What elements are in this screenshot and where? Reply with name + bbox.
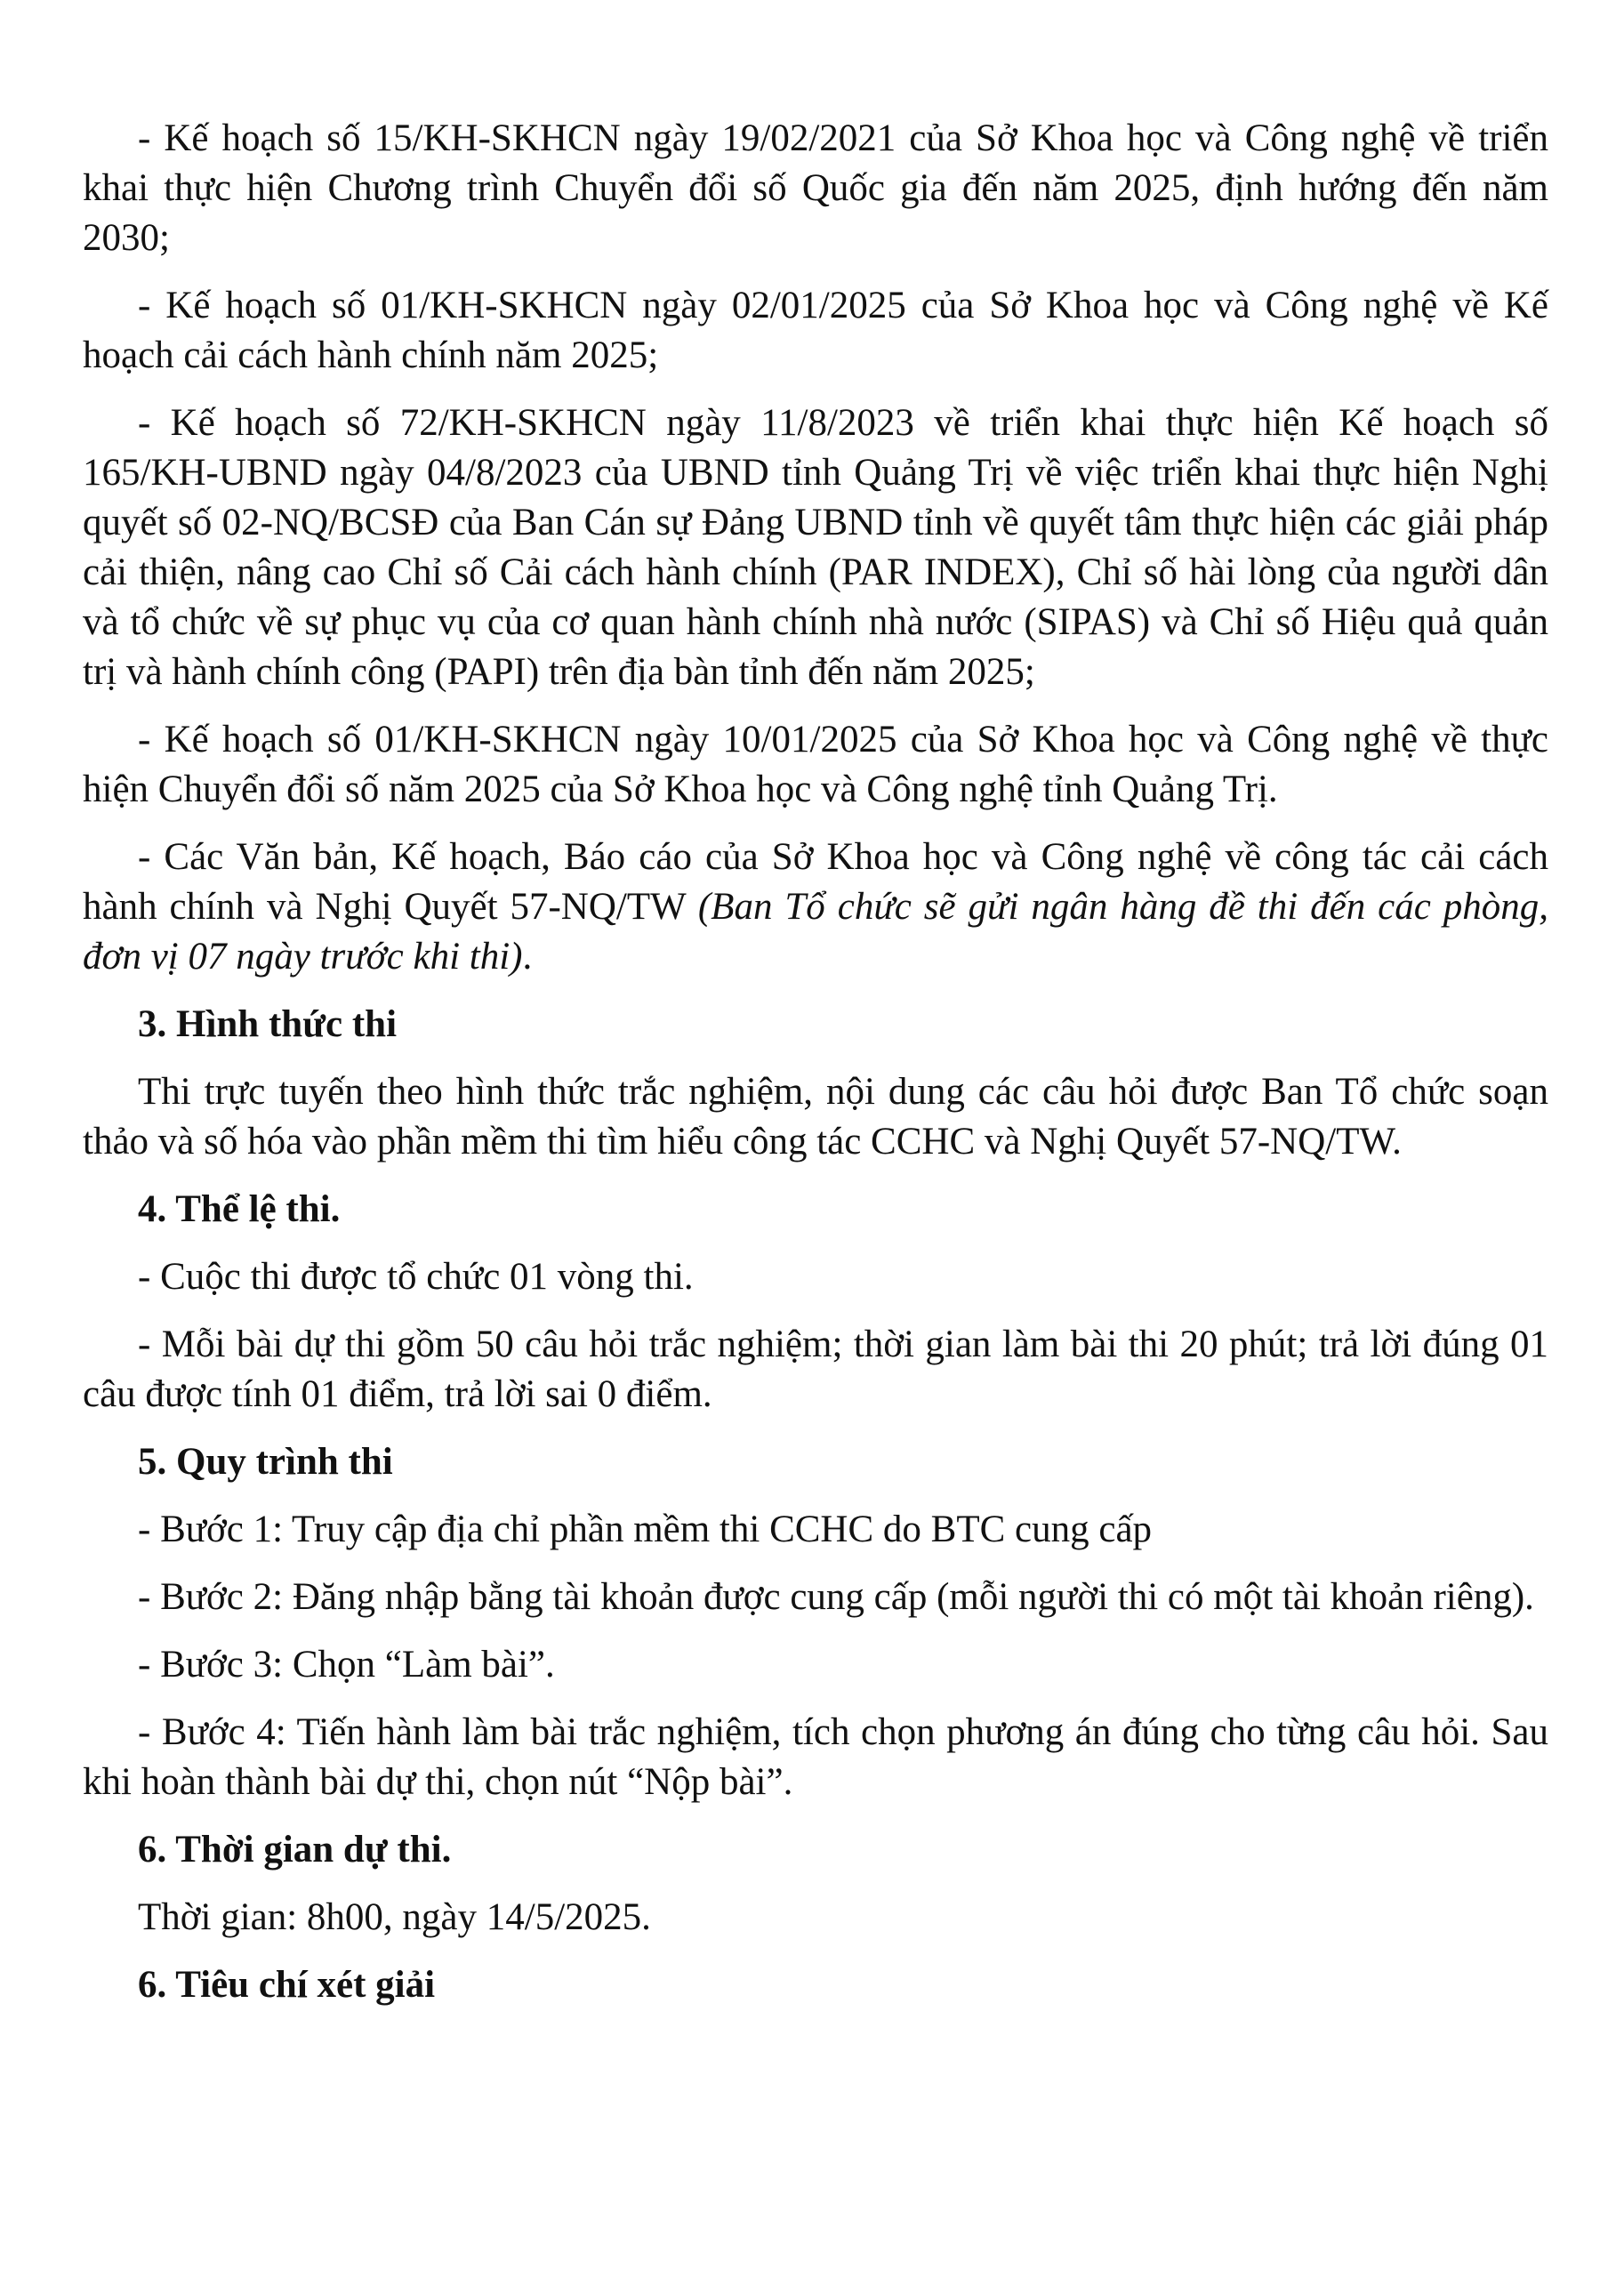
section-5-step-1: - Bước 1: Truy cập địa chỉ phần mềm thi CCHC do BTC cung cấp [138,1509,1153,1550]
document-page [83,114,1548,2028]
documents-paragraph [83,833,1548,982]
documents-text: - Các Văn bản, Kế hoạch, Báo cáo của Sở Khoa học và Công nghệ về công tác cải cách hành chính và Nghị Quyết 57-NQ/TW [83,836,1548,928]
plan-paragraph-15-kh-skhcn: - Kế hoạch số 15/KH-SKHCN ngày 19/02/2021 của Sở Khoa học và Công nghệ về triển khai thực hiện Chương trình Chuyển đổi số Quốc gia đến năm 2025, định hướng đến năm 2030; [83,117,1548,259]
section-5-step-2: - Bước 2: Đăng nhập bằng tài khoản được cung cấp (mỗi người thi có một tài khoản riêng). [138,1576,1534,1618]
section-6-heading: 6. Thời gian dự thi. [138,1829,452,1871]
section-5-heading: 5. Quy trình thi [138,1441,393,1483]
section-4-heading: 4. Thể lệ thi. [138,1188,341,1230]
section-3-heading: 3. Hình thức thi [138,1003,398,1045]
plan-paragraph-01-kh-skhcn-cchc: - Kế hoạch số 01/KH-SKHCN ngày 02/01/2025 của Sở Khoa học và Công nghệ về Kế hoạch cải cách hành chính năm 2025; [83,285,1548,376]
section-3-body: Thi trực tuyến theo hình thức trắc nghiệm, nội dung các câu hỏi được Ban Tổ chức soạn thảo và số hóa vào phần mềm thi tìm hiểu công tác CCHC và Nghị Quyết 57-NQ/TW. [83,1071,1548,1163]
plan-paragraph-72-kh-skhcn: - Kế hoạch số 72/KH-SKHCN ngày 11/8/2023 về triển khai thực hiện Kế hoạch số 165/KH-UBND ngày 04/8/2023 của UBND tỉnh Quảng Trị về việc triển khai thực hiện Nghị quyết số 02-NQ/BCSĐ của Ban Cán sự Đảng UBND tỉnh về quyết tâm thực hiện các giải pháp cải thiện, nâng cao Chỉ số Cải cách hành chính (PAR INDEX), Chỉ số hài lòng của người dân và tổ chức về sự phục vụ của cơ quan hành chính nhà nước (SIPAS) và Chỉ số Hiệu quả quản trị và hành chính công (PAPI) trên địa bàn tỉnh đến năm 2025; [83,402,1548,693]
section-4-item-1: - Cuộc thi được tổ chức 01 vòng thi. [138,1256,694,1298]
section-4-item-2: - Mỗi bài dự thi gồm 50 câu hỏi trắc nghiệm; thời gian làm bài thi 20 phút; trả lời đúng 01 câu được tính 01 điểm, trả lời sai 0 điểm. [83,1324,1548,1415]
section-5-step-3: - Bước 3: Chọn “Làm bài”. [138,1644,555,1686]
section-5-step-4: - Bước 4: Tiến hành làm bài trắc nghiệm, tích chọn phương án đúng cho từng câu hỏi. Sau khi hoàn thành bài dự thi, chọn nút “Nộp bài”. [83,1711,1548,1803]
documents-tail: . [522,936,533,978]
section-6-body: Thời gian: 8h00, ngày 14/5/2025. [138,1896,651,1938]
plan-paragraph-01-kh-skhcn-cds: - Kế hoạch số 01/KH-SKHCN ngày 10/01/2025 của Sở Khoa học và Công nghệ về thực hiện Chuyển đổi số năm 2025 của Sở Khoa học và Công nghệ tỉnh Quảng Trị. [83,719,1548,810]
section-criteria-heading: 6. Tiêu chí xét giải [138,1964,436,2006]
documents-note-italic: (Ban Tổ chức sẽ gửi ngân hàng đề thi đến các phòng, đơn vị 07 ngày trước khi thi) [83,886,1548,978]
